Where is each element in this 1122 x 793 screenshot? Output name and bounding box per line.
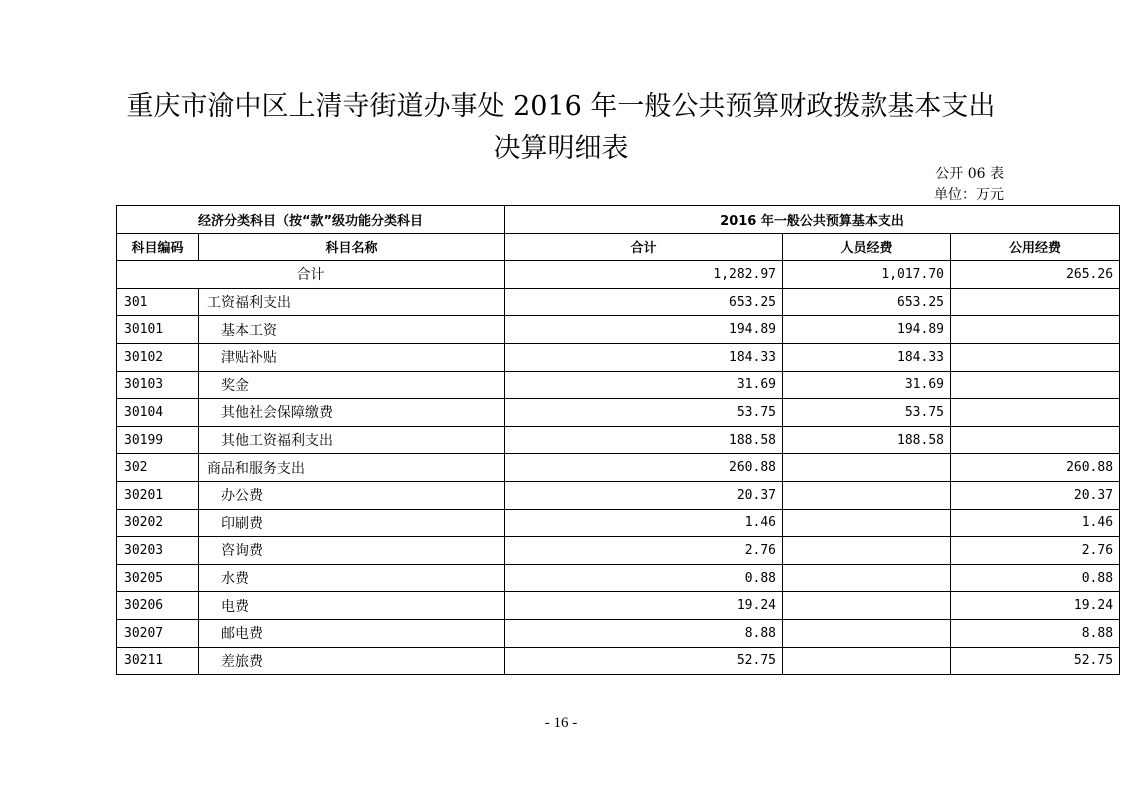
- row-code: 302: [117, 454, 199, 482]
- row-total: 20.37: [505, 481, 783, 509]
- row-code: 30202: [117, 509, 199, 537]
- row-code: 30101: [117, 316, 199, 344]
- row-name: 电费: [199, 592, 505, 620]
- row-code: 30199: [117, 426, 199, 454]
- row-code: 30203: [117, 537, 199, 565]
- row-public: 8.88: [951, 619, 1120, 647]
- group-header-row: [117, 206, 1120, 234]
- row-total: 653.25: [505, 288, 783, 316]
- row-name: 津贴补贴: [199, 343, 505, 371]
- row-code: 30102: [117, 343, 199, 371]
- row-name: 印刷费: [199, 509, 505, 537]
- unit-label: 单位：万元: [934, 187, 1004, 203]
- row-code: 30207: [117, 619, 199, 647]
- row-name: 工资福利支出: [199, 288, 505, 316]
- total-public: 265.26: [951, 261, 1120, 289]
- header-total: 合计: [505, 233, 783, 261]
- row-personnel: [783, 454, 951, 482]
- table-row: [117, 509, 1120, 537]
- row-public: [951, 316, 1120, 344]
- row-code: 301: [117, 288, 199, 316]
- table-row: [117, 371, 1120, 399]
- header-personnel: 人员经费: [783, 233, 951, 261]
- row-personnel: [783, 564, 951, 592]
- row-code: 30201: [117, 481, 199, 509]
- row-total: 31.69: [505, 371, 783, 399]
- row-total: 53.75: [505, 399, 783, 427]
- header-code: 科目编码: [117, 233, 199, 261]
- table-row: [117, 454, 1120, 482]
- row-total: 52.75: [505, 647, 783, 675]
- row-name: 商品和服务支出: [199, 454, 505, 482]
- row-personnel: [783, 592, 951, 620]
- row-name: 其他工资福利支出: [199, 426, 505, 454]
- row-personnel: [783, 509, 951, 537]
- row-personnel: [783, 647, 951, 675]
- row-total: 184.33: [505, 343, 783, 371]
- row-public: [951, 343, 1120, 371]
- row-public: [951, 426, 1120, 454]
- row-personnel: 184.33: [783, 343, 951, 371]
- table-row: [117, 316, 1120, 344]
- row-name: 办公费: [199, 481, 505, 509]
- table-row: [117, 564, 1120, 592]
- row-total: 19.24: [505, 592, 783, 620]
- total-sum: 1,282.97: [505, 261, 783, 289]
- table-number: 公开 06 表: [935, 166, 1004, 182]
- row-total: 0.88: [505, 564, 783, 592]
- document-title-line2: 决算明细表: [493, 133, 629, 164]
- row-total: 188.58: [505, 426, 783, 454]
- row-code: 30104: [117, 399, 199, 427]
- row-public: 52.75: [951, 647, 1120, 675]
- row-total: 194.89: [505, 316, 783, 344]
- header-public: 公用经费: [951, 233, 1120, 261]
- total-personnel: 1,017.70: [783, 261, 951, 289]
- row-name: 差旅费: [199, 647, 505, 675]
- table-row: [117, 481, 1120, 509]
- row-personnel: 53.75: [783, 399, 951, 427]
- row-personnel: [783, 619, 951, 647]
- table-row: [117, 399, 1120, 427]
- page-number: - 16 -: [544, 715, 578, 731]
- row-name: 基本工资: [199, 316, 505, 344]
- row-public: [951, 288, 1120, 316]
- row-public: 20.37: [951, 481, 1120, 509]
- table-row: [117, 537, 1120, 565]
- row-code: 30206: [117, 592, 199, 620]
- row-personnel: [783, 537, 951, 565]
- row-code: 30211: [117, 647, 199, 675]
- table-row: [117, 647, 1120, 675]
- row-name: 咨询费: [199, 537, 505, 565]
- table-row: [117, 343, 1120, 371]
- row-public: 1.46: [951, 509, 1120, 537]
- row-code: 30205: [117, 564, 199, 592]
- row-personnel: [783, 481, 951, 509]
- row-public: [951, 399, 1120, 427]
- table-row: [117, 288, 1120, 316]
- row-name: 邮电费: [199, 619, 505, 647]
- column-header-row: [117, 233, 1120, 261]
- expenditure-table: [116, 205, 1120, 675]
- row-public: 19.24: [951, 592, 1120, 620]
- table-row: [117, 592, 1120, 620]
- row-total: 260.88: [505, 454, 783, 482]
- header-economic-classification: 经济分类科目（按“款”级功能分类科目: [117, 206, 505, 234]
- row-total: 1.46: [505, 509, 783, 537]
- row-public: [951, 371, 1120, 399]
- row-code: 30103: [117, 371, 199, 399]
- total-row: [117, 261, 1120, 289]
- table-row: [117, 619, 1120, 647]
- header-name: 科目名称: [199, 233, 505, 261]
- row-personnel: 31.69: [783, 371, 951, 399]
- row-personnel: 194.89: [783, 316, 951, 344]
- table-row: [117, 426, 1120, 454]
- row-name: 奖金: [199, 371, 505, 399]
- row-public: 260.88: [951, 454, 1120, 482]
- document-title-line1: 重庆市渝中区上清寺街道办事处 2016 年一般公共预算财政拨款基本支出: [126, 91, 996, 122]
- total-label: 合计: [117, 261, 505, 289]
- row-total: 8.88: [505, 619, 783, 647]
- row-public: 0.88: [951, 564, 1120, 592]
- row-personnel: 188.58: [783, 426, 951, 454]
- row-name: 其他社会保障缴费: [199, 399, 505, 427]
- row-public: 2.76: [951, 537, 1120, 565]
- row-name: 水费: [199, 564, 505, 592]
- header-basic-expenditure: 2016 年一般公共预算基本支出: [505, 206, 1120, 234]
- row-personnel: 653.25: [783, 288, 951, 316]
- row-total: 2.76: [505, 537, 783, 565]
